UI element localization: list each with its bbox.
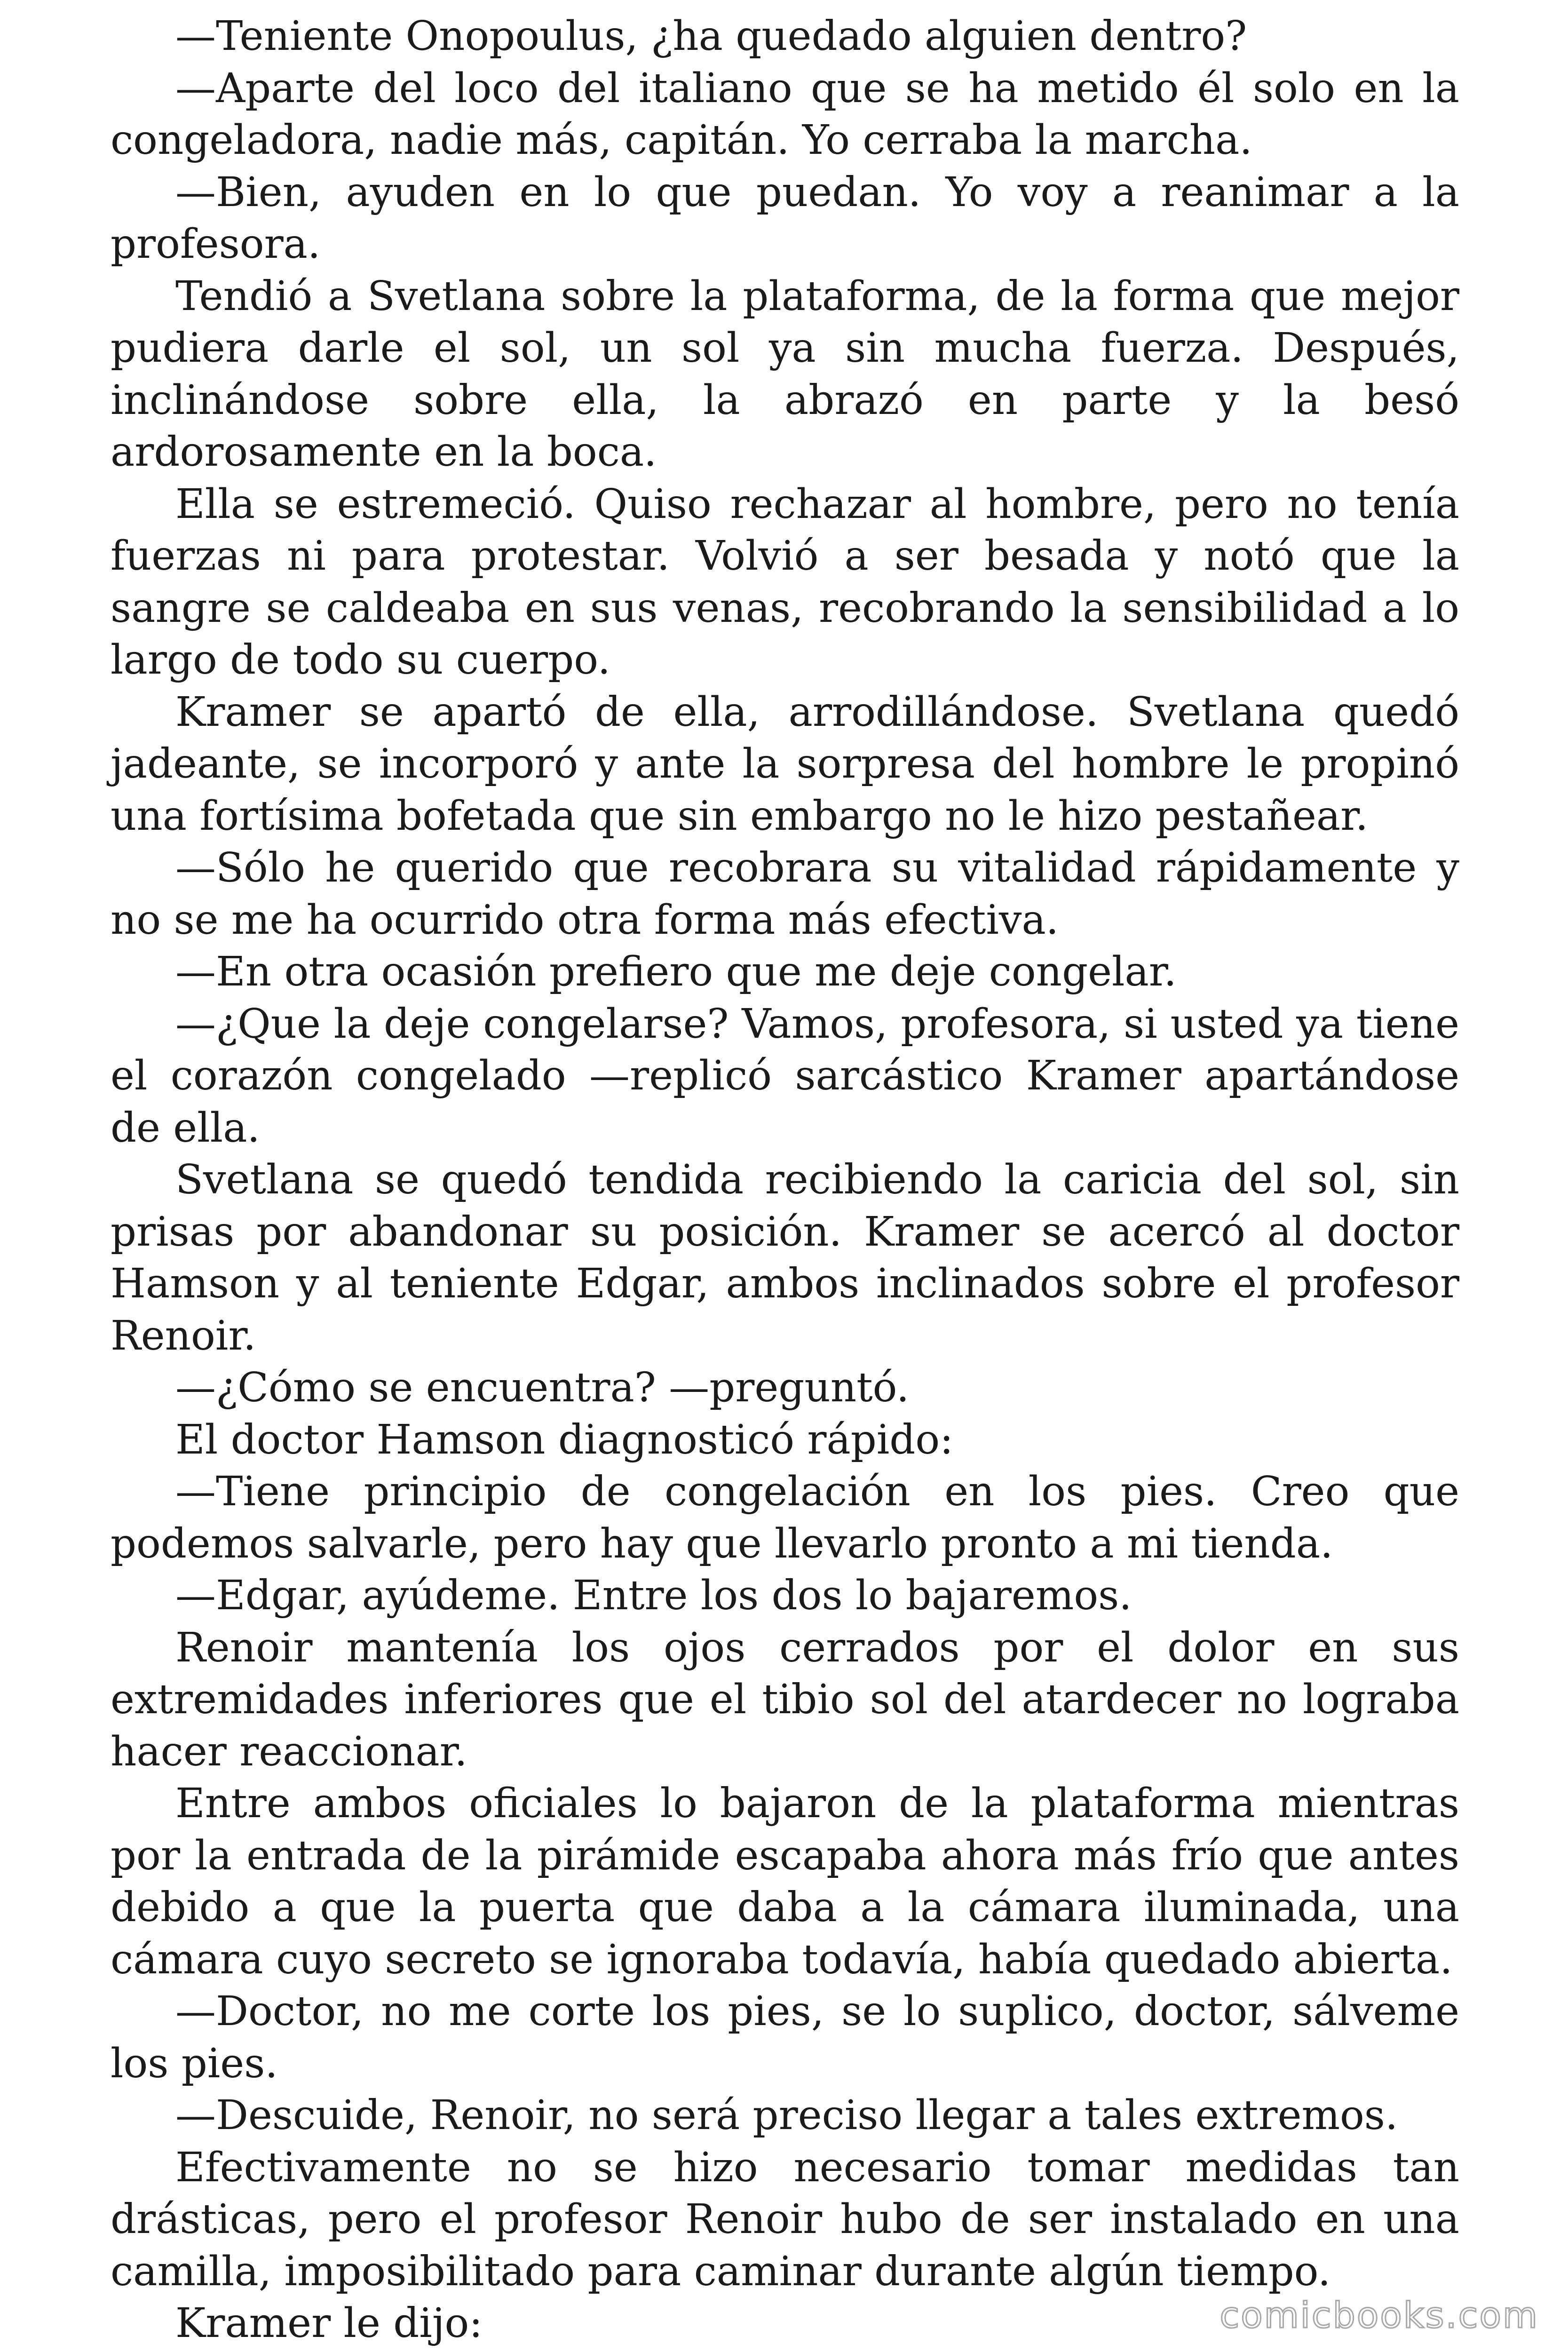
paragraph: Ella se estremeció. Quiso rechazar al hombre, pero no tenía fuerzas ni para protestar. Volvió a ser besada y notó que la sangre se caldeaba en sus venas, recobrando la sensibilidad a lo largo de todo su cuerpo. [111,480,1459,683]
paragraph: Entre ambos oficiales lo bajaron de la plataforma mientras por la entrada de la pirámide escapaba ahora más frío que antes debido a que la puerta que daba a la cámara iluminada, una cámara cuyo secreto se ignoraba todavía, había quedado abierta. [111,1780,1459,1983]
book-page-text [111,10,1459,2352]
paragraph: —¿Que la deje congelarse? Vamos, profesora, si usted ya tiene el corazón congelado —replicó sarcástico Kramer apartándose de ella. [111,1000,1459,1152]
paragraph: —Teniente Onopoulus, ¿ha quedado alguien dentro? [175,13,1247,60]
paragraph: Kramer se apartó de ella, arrodillándose. Svetlana quedó jadeante, se incorporó y ante la sorpresa del hombre le propinó una fortísima bofetada que sin embargo no le hizo pestañear. [111,688,1459,840]
paragraph: El doctor Hamson diagnosticó rápido: [175,1416,954,1463]
paragraph: —Bien, ayuden en lo que puedan. Yo voy a reanimar a la profesora. [111,168,1459,268]
paragraph: —Tiene principio de congelación en los pies. Creo que podemos salvarle, pero hay que llevarlo pronto a mi tienda. [111,1468,1459,1567]
paragraph: Kramer le dijo: [175,2300,483,2347]
paragraph: Efectivamente no se hizo necesario tomar medidas tan drásticas, pero el profesor Renoir hubo de ser instalado en una camilla, imposibilitado para caminar durante algún tiempo. [111,2144,1459,2295]
watermark-logo: comicbooks.com [1220,2294,1539,2336]
paragraph: —Descuide, Renoir, no será preciso llegar a tales extremos. [175,2092,1398,2139]
paragraph: —¿Cómo se encuentra? —preguntó. [175,1364,910,1411]
paragraph: —Sólo he querido que recobrara su vitalidad rápidamente y no se me ha ocurrido otra forma más efectiva. [111,844,1459,944]
paragraph: Svetlana se quedó tendida recibiendo la caricia del sol, sin prisas por abandonar su posición. Kramer se acercó al doctor Hamson y al teniente Edgar, ambos inclinados sobre el profesor Renoir. [111,1156,1459,1359]
paragraph: Renoir mantenía los ojos cerrados por el dolor en sus extremidades inferiores que el tibio sol del atardecer no lograba hacer reaccionar. [111,1624,1459,1775]
paragraph: —En otra ocasión prefiero que me deje congelar. [175,948,1177,995]
paragraph: Tendió a Svetlana sobre la plataforma, de la forma que mejor pudiera darle el sol, un sol ya sin mucha fuerza. Después, inclinándose sobre ella, la abrazó en parte y la besó ardorosamente en la boca. [111,272,1459,476]
paragraph: —Doctor, no me corte los pies, se lo suplico, doctor, sálveme los pies. [111,1988,1459,2087]
paragraph [111,2350,1459,2352]
paragraph: —Aparte del loco del italiano que se ha metido él solo en la congeladora, nadie más, capitán. Yo cerraba la marcha. [111,64,1459,164]
paragraph: —Edgar, ayúdeme. Entre los dos lo bajaremos. [175,1572,1132,1619]
